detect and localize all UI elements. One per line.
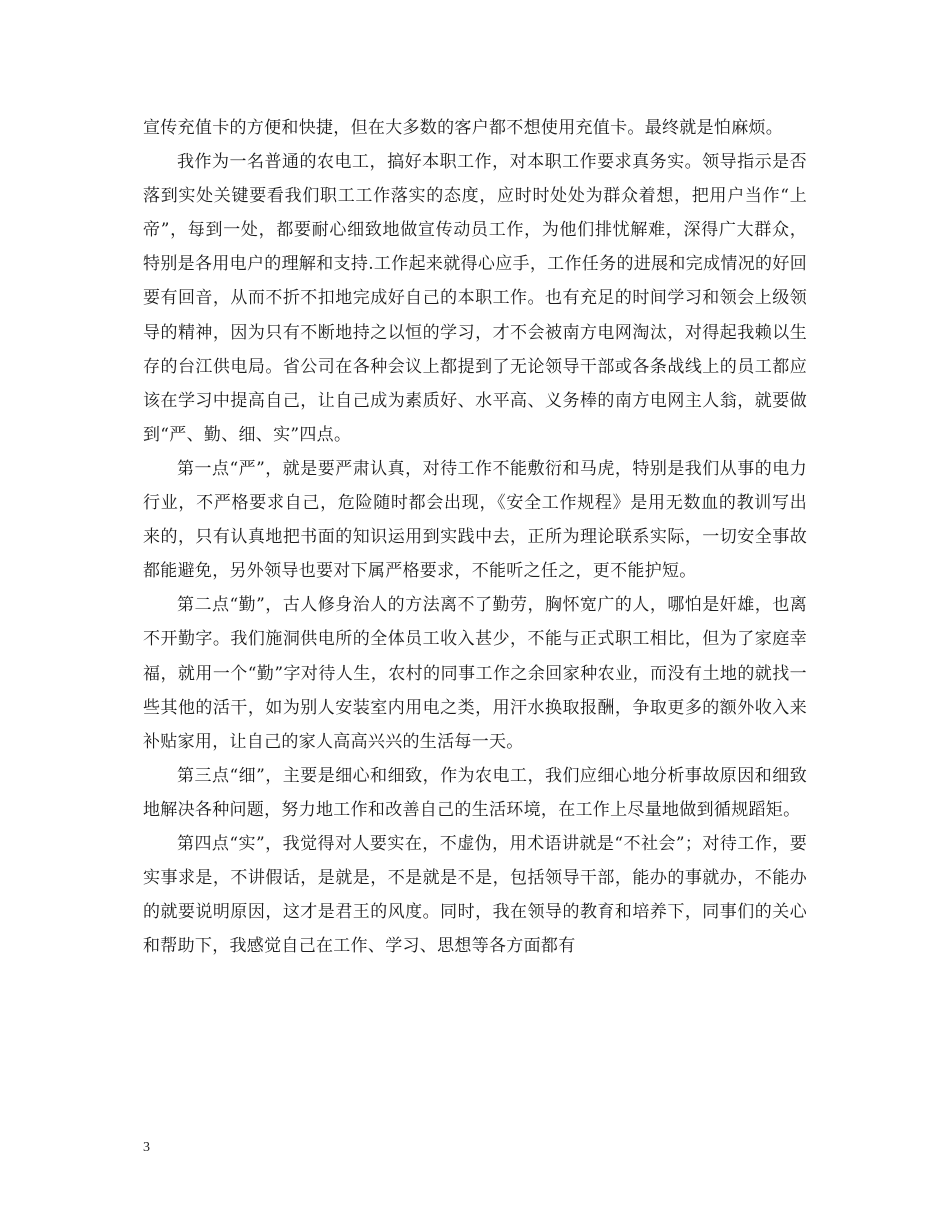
- page-number: 3: [143, 1140, 150, 1155]
- paragraph-4: 第二点“勤”，古人修身治人的方法离不了勤劳，胸怀宽广的人，哪怕是奸雄，也离不开勤字。我们施洞供电所的全体员工收入甚少，不能与正式职工相比，但为了家庭幸福，就用一个“勤”字对待人生，农村的同事工作之余回家种农业，而没有土地的就找一些其他的活干，如为别人安装室内用电之类，用汗水换取报酬，争取更多的额外收入来补贴家用，让自己的家人高高兴兴的生活每一天。: [143, 595, 807, 752]
- paragraph-1: 宣传充值卡的方便和快捷，但在大多数的客户都不想使用充值卡。最终就是怕麻烦。: [143, 118, 784, 138]
- paragraph-2: 我作为一名普通的农电工，搞好本职工作，对本职工作要求真务实。领导指示是否落到实处关键要看我们职工工作落实的态度，应时时处处为群众着想，把用户当作“上帝”，每到一处，都要耐心细致地做宣传动员工作，为他们排忧解难，深得广大群众，特别是各用电户的理解和支持.工作起来就得心应手，工作任务的进展和完成情况的好回要有回音，从而不折不扣地完成好自己的本职工作。也有充足的时间学习和领会上级领导的精神，因为只有不断地持之以恒的学习，才不会被南方电网淘汰，对得起我赖以生存的台江供电局。省公司在各种会议上都提到了无论领导干部或各条战线上的员工都应该在学习中提高自己，让自己成为素质好、水平高、义务棒的南方电网主人翁，就要做到“严、勤、细、实”四点。: [143, 152, 807, 445]
- paragraph-5: 第三点“细”，主要是细心和细致，作为农电工，我们应细心地分析事故原因和细致地解决各种问题，努力地工作和改善自己的生活环境，在工作上尽量地做到循规蹈矩。: [143, 765, 807, 820]
- paragraph-6: 第四点“实”，我觉得对人要实在，不虚伪，用术语讲就是“不社会”；对待工作，要实事求是，不讲假话，是就是，不是就是不是，包括领导干部，能办的事就办，不能办的就要说明原因，这才是君王的风度。同时，我在领导的教育和培养下，同事们的关心和帮助下，我感觉自己在工作、学习、思想等各方面都有: [143, 833, 807, 957]
- paragraph-3: 第一点“严”，就是要严肃认真，对待工作不能敷衍和马虎，特别是我们从事的电力行业，不严格要求自己，危险随时都会出现，《安全工作规程》是用无数血的教训写出来的，只有认真地把书面的知识运用到实践中去，正所为理论联系实际，一切安全事故都能避免，另外领导也要对下属严格要求，不能听之任之，更不能护短。: [143, 458, 807, 582]
- document-body: [143, 111, 807, 963]
